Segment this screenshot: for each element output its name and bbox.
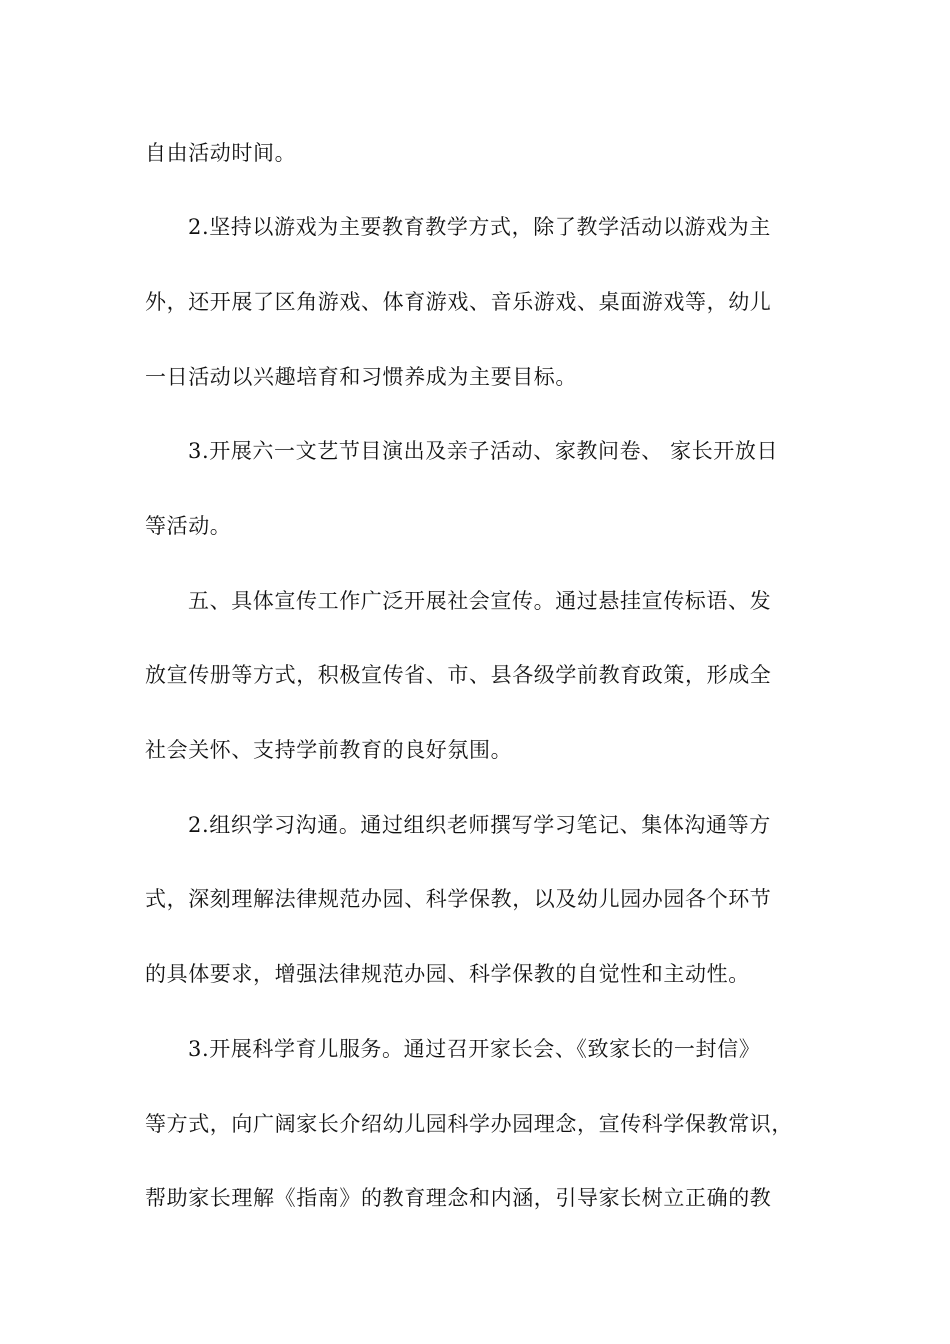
text-line: 2.坚持以游戏为主要教育教学方式，除了教学活动以游戏为主 [188, 215, 771, 239]
text-line: 一日活动以兴趣培育和习惯养成为主要目标。 [145, 365, 577, 389]
text-line: 3.开展六一文艺节目演出及亲子活动、家教问卷、 家长开放日 [188, 439, 779, 463]
text-line: 外，还开展了区角游戏、体育游戏、音乐游戏、桌面游戏等，幼儿 [145, 290, 772, 314]
text-line: 3.开展科学育儿服务。通过召开家长会、《致家长的一封信》 [188, 1037, 761, 1061]
text-line: 等方式，向广阔家长介绍幼儿园科学办园理念，宣传科学保教常识， [145, 1112, 793, 1136]
text-line: 等活动。 [145, 514, 232, 538]
text-line: 2.组织学习沟通。通过组织老师撰写学习笔记、集体沟通等方 [188, 813, 771, 837]
text-line: 自由活动时间。 [145, 141, 297, 165]
text-line: 放宣传册等方式，积极宣传省、市、县各级学前教育政策，形成全 [145, 663, 772, 687]
text-line: 五、具体宣传工作广泛开展社会宣传。通过悬挂宣传标语、发 [188, 589, 772, 613]
text-line: 社会关怀、支持学前教育的良好氛围。 [145, 738, 513, 762]
text-line: 式，深刻理解法律规范办园、科学保教，以及幼儿园办园各个环节 [145, 887, 772, 911]
text-line: 帮助家长理解《指南》的教育理念和内涵，引导家长树立正确的教 [145, 1186, 772, 1210]
text-line: 的具体要求，增强法律规范办园、科学保教的自觉性和主动性。 [145, 962, 750, 986]
